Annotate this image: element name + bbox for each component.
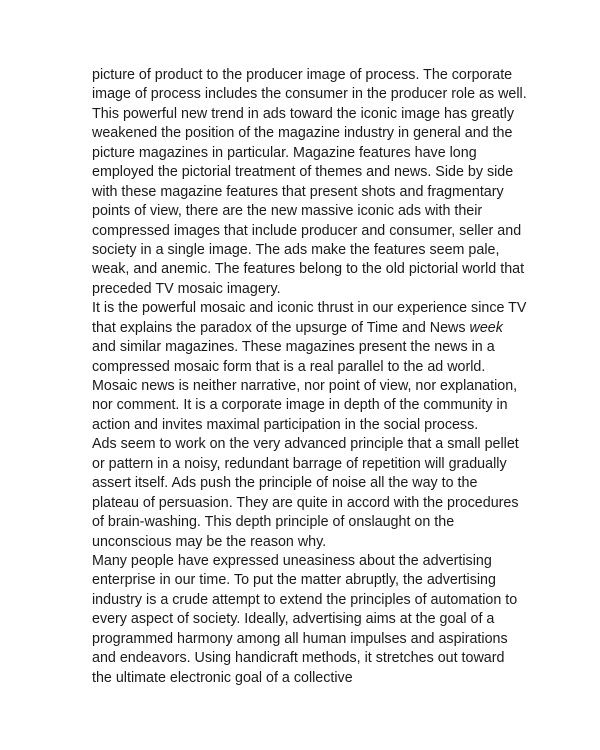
text-line: It is the powerful mosaic and iconic thrust in our experience since TV [92, 300, 527, 317]
text-line-start: that explains the paradox of the upsurge of Time and News [92, 319, 470, 336]
text-line: every aspect of society. Ideally, advertising aims at the goal of a [92, 611, 495, 628]
body-text [92, 66, 527, 688]
text-line: This powerful new trend in ads toward the iconic image has greatly [92, 105, 514, 122]
text-line: points of view, there are the new massive iconic ads with their [92, 203, 483, 220]
text-line: compressed images that include producer and consumer, seller and [92, 222, 522, 239]
text-line: industry is a crude attempt to extend the principles of automation to [92, 591, 518, 608]
text-line: programmed harmony among all human impulses and aspirations [92, 630, 508, 647]
text-line: nor comment. It is a corporate image in depth of the community in [92, 397, 508, 414]
text-line: Ads seem to work on the very advanced principle that a small pellet [92, 436, 519, 453]
text-line: employed the pictorial treatment of themes and news. Side by side [92, 164, 514, 181]
text-line: image of process includes the consumer in the producer role as well. [92, 86, 527, 103]
text-line: picture magazines in particular. Magazine features have long [92, 144, 477, 161]
text-line: preceded TV mosaic imagery. [92, 280, 281, 297]
text-line: Mosaic news is neither narrative, nor point of view, nor explanation, [92, 378, 518, 394]
text-line: unconscious may be the reason why. [92, 533, 327, 550]
text-line: weak, and anemic. The features belong to the old pictorial world that [92, 261, 525, 278]
text-line: weakened the position of the magazine industry in general and the [92, 125, 513, 142]
italic-word: week [469, 319, 503, 336]
text-line: Many people have expressed uneasiness about the advertising [92, 552, 492, 569]
text-line: with these magazine features that present shots and fragmentary [92, 183, 504, 200]
text-line: the ultimate electronic goal of a collective [92, 669, 353, 686]
text-line: and endeavors. Using handicraft methods, it stretches out toward [92, 650, 505, 667]
text-line: picture of product to the producer image of process. The corporate [92, 67, 513, 83]
text-line [92, 319, 522, 338]
text-line: or pattern in a noisy, redundant barrage of repetition will gradually [92, 455, 507, 472]
text-line: enterprise in our time. To put the matter abruptly, the advertising [92, 572, 496, 589]
text-line: society in a single image. The ads make the features seem pale, [92, 241, 500, 258]
text-line: action and invites maximal participation in the social process. [92, 416, 479, 433]
text-line: of brain-washing. This depth principle of onslaught on the [92, 514, 455, 531]
text-line: compressed mosaic form that is a real parallel to the ad world. [92, 358, 486, 375]
text-line: and similar magazines. These magazines present the news in a [92, 339, 495, 356]
text-line: assert itself. Ads push the principle of noise all the way to the [92, 475, 478, 492]
text-line: plateau of persuasion. They are quite in accord with the procedures [92, 494, 519, 511]
